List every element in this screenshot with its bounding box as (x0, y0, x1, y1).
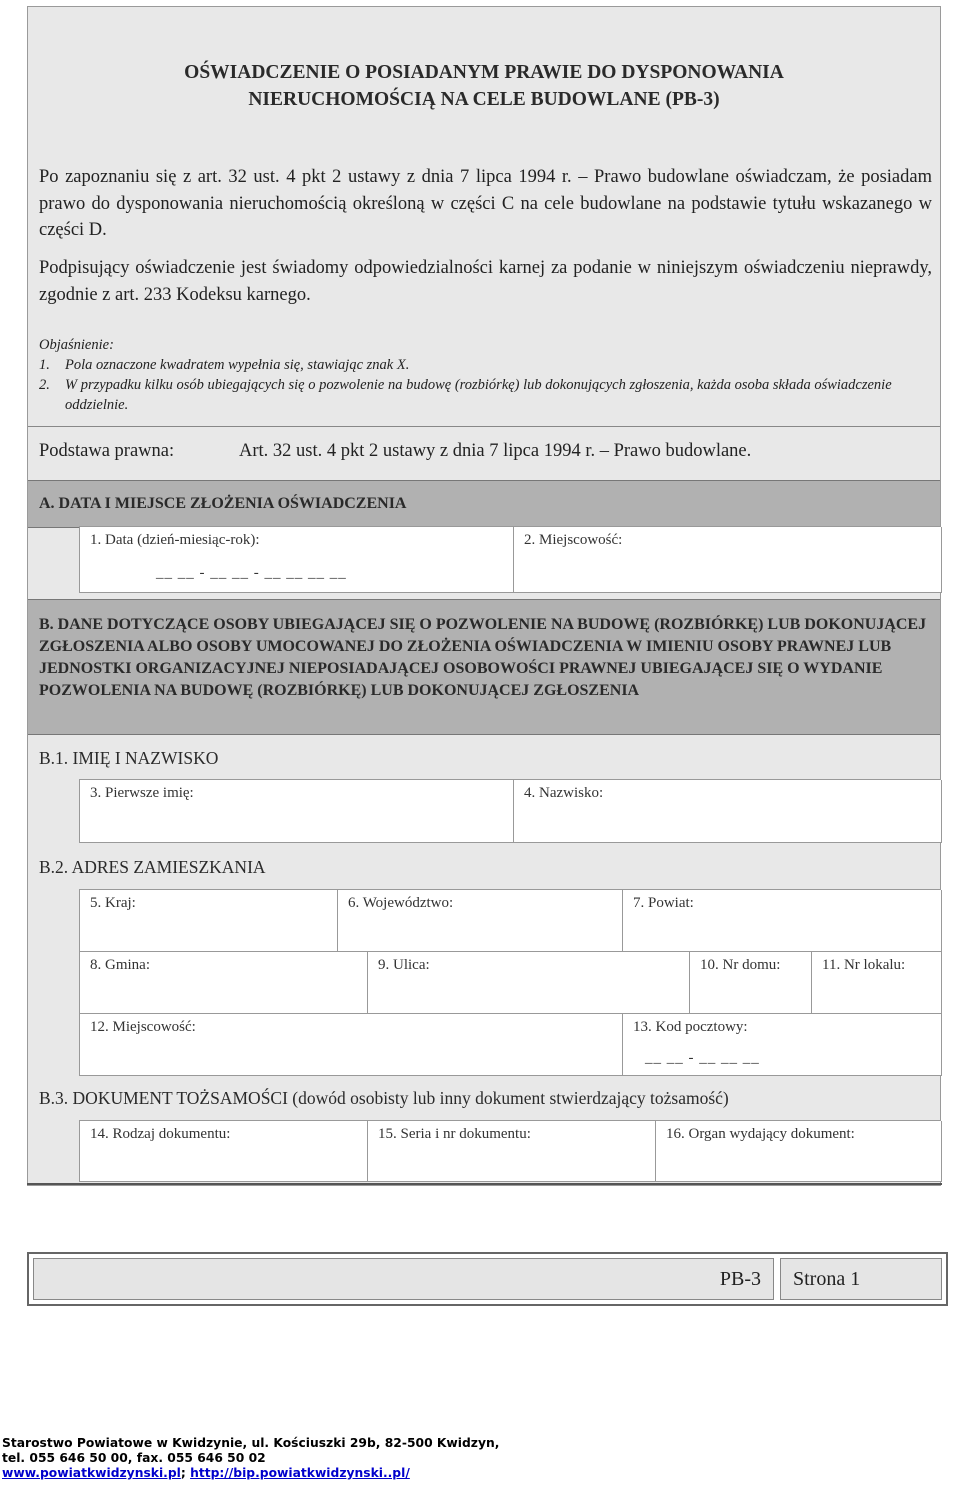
declaration-paragraph: Po zapoznaniu się z art. 32 ust. 4 pkt 2 ustawy z dnia 7 lipca 1994 r. – Prawo budowlane oświadczam, że posiadam prawo do dysponowania nieruchomością określoną w części C na cele budowlane na podstawie tytułu wskazanego w części D. (39, 167, 932, 240)
document-number-field[interactable] (368, 1121, 656, 1182)
apartment-number-label: 11. Nr lokalu: (822, 957, 906, 973)
county-field[interactable] (623, 890, 942, 952)
explanation-item-text: W przypadku kilku osób ubiegających się o pozwolenie na budowę (rozbiórkę) lub dokonujących zgłoszenia, każda osoba składa oświadczenie oddzielnie. (65, 377, 892, 413)
explanation (39, 335, 932, 415)
country-label: 5. Kraj: (90, 895, 136, 911)
document-number-label: 15. Seria i nr dokumentu: (378, 1126, 531, 1142)
legal-basis-label: Podstawa prawna: (39, 441, 175, 461)
section-a-header (28, 480, 940, 528)
section-b2-title: B.2. ADRES ZAMIESZKANIA (39, 857, 266, 877)
commune-field[interactable] (80, 952, 368, 1014)
first-name-field[interactable] (80, 780, 514, 843)
liability-paragraph: Podpisujący oświadczenie jest świadomy odpowiedzialności karnej za podanie w niniejszym oświadczeniu nieprawdy, zgodnie z art. 233 Kodeksu karnego. (39, 258, 932, 305)
place-field-label: 2. Miejscowość: (524, 532, 623, 548)
link-separator: ; (180, 1466, 191, 1480)
explanation-item (39, 355, 932, 375)
explanation-item (39, 375, 932, 415)
office-address: Starostwo Powiatowe w Kwidzynie, ul. Kościuszki 29b, 82-500 Kwidzyn, (2, 1436, 500, 1450)
apartment-number-field[interactable] (812, 952, 942, 1014)
voivodeship-label: 6. Województwo: (348, 895, 454, 911)
section-b3-title: B.3. DOKUMENT TOŻSAMOŚCI (dowód osobisty lub inny dokument stwierdzający tożsamość) (39, 1088, 729, 1108)
section-b1-fields (79, 779, 941, 843)
commune-label: 8. Gmina: (90, 957, 150, 973)
section-b1-title: B.1. IMIĘ I NAZWISKO (39, 748, 219, 768)
office-contact (2, 1436, 499, 1481)
postcode-field[interactable] (623, 1014, 942, 1076)
form-title-line-1: OŚWIADCZENIE O POSIADANYM PRAWIE DO DYSPONOWANIA (184, 62, 784, 83)
street-label: 9. Ulica: (378, 957, 430, 973)
form-code: PB-3 (33, 1258, 774, 1300)
house-number-field[interactable] (690, 952, 812, 1014)
legal-basis-text: Art. 32 ust. 4 pkt 2 ustawy z dnia 7 lipca 1994 r. – Prawo budowlane. (239, 441, 752, 461)
section-b2-row1 (79, 889, 941, 952)
page-footer (27, 1252, 948, 1306)
section-b3-fields (79, 1120, 941, 1182)
form-title (28, 59, 940, 113)
website-link[interactable]: www.powiatkwidzynski.pl (2, 1466, 181, 1480)
section-b2-row3 (79, 1014, 941, 1076)
office-phone: tel. 055 646 50 00, fax. 055 646 50 02 (2, 1451, 266, 1465)
divider (28, 426, 940, 427)
date-pattern: __ __ - __ __ - __ __ __ __ (156, 565, 347, 581)
explanation-item-number: 1. (39, 357, 50, 373)
section-b-header (28, 599, 940, 735)
section-b-title: B. DANE DOTYCZĄCE OSOBY UBIEGAJĄCEJ SIĘ O POZWOLENIE NA BUDOWĘ (ROZBIÓRKĘ) LUB DOKONUJĄCEJ ZGŁOSZENIA ALBO OSOBY UMOCOWANEJ DO ZŁOŻENIA OŚWIADCZENIA W IMIENIU OSOBY PRAWNEJ LUB JEDNOSTKI ORGANIZACYJNEJ NIEPOSIADAJĄCEJ OSOBOWOŚCI PRAWNEJ UBIEGAJĄCEJ SIĘ O WYDANIE POZWOLENIA NA BUDOWĘ (ROZBIÓRKĘ) LUB DOKONUJĄCEJ ZGŁOSZENIA (39, 616, 927, 699)
section-a-fields (79, 526, 941, 593)
document-type-label: 14. Rodzaj dokumentu: (90, 1126, 231, 1142)
application-form (27, 6, 941, 1186)
issuing-authority-label: 16. Organ wydający dokument: (666, 1126, 855, 1142)
voivodeship-field[interactable] (338, 890, 623, 952)
page-number: Strona 1 (780, 1258, 942, 1300)
date-field[interactable] (80, 527, 514, 593)
last-name-label: 4. Nazwisko: (524, 785, 604, 801)
first-name-label: 3. Pierwsze imię: (90, 785, 194, 801)
office-links (2, 1466, 499, 1481)
town-field[interactable] (80, 1014, 623, 1076)
explanation-item-number: 2. (39, 377, 50, 393)
issuing-authority-field[interactable] (656, 1121, 942, 1182)
county-label: 7. Powiat: (633, 895, 694, 911)
last-name-field[interactable] (514, 780, 942, 843)
section-b2-row2 (79, 952, 941, 1014)
place-field[interactable] (514, 527, 942, 593)
explanation-heading: Objaśnienie: (39, 337, 114, 353)
document-type-field[interactable] (80, 1121, 368, 1182)
postcode-pattern: __ __ - __ __ __ (645, 1050, 760, 1066)
form-bottom-rule (27, 1183, 942, 1185)
postcode-label: 13. Kod pocztowy: (633, 1019, 748, 1035)
street-field[interactable] (368, 952, 690, 1014)
date-field-label: 1. Data (dzień-miesiąc-rok): (90, 532, 260, 548)
town-label: 12. Miejscowość: (90, 1019, 196, 1035)
form-title-line-2: NIERUCHOMOŚCIĄ NA CELE BUDOWLANE (PB-3) (248, 89, 720, 110)
country-field[interactable] (80, 890, 338, 952)
explanation-item-text: Pola oznaczone kwadratem wypełnia się, stawiając znak X. (65, 357, 410, 373)
house-number-label: 10. Nr domu: (700, 957, 781, 973)
bip-link[interactable]: http://bip.powiatkwidzynski..pl/ (190, 1466, 410, 1480)
section-a-title: A. DATA I MIEJSCE ZŁOŻENIA OŚWIADCZENIA (39, 495, 407, 512)
